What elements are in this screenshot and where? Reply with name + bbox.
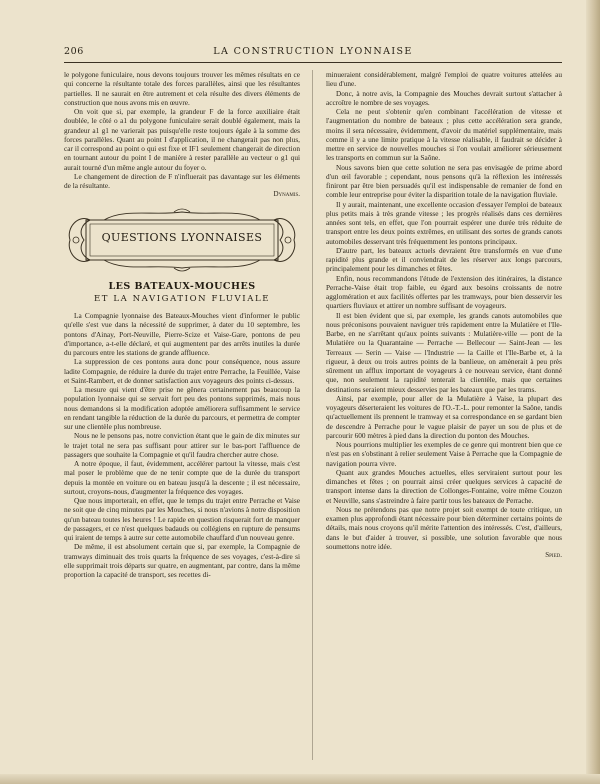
paragraph: A notre époque, il faut, évidemment, accélérer partout la vitesse, mais c'est mal poser le problème que de ne tenir compte que de la durée du transport depuis la montée en voiture ou en bateau jusqu'à la descente ; il est nécessaire, surtout, croyons-nous, d'augmenter la fréquence des voyages. (64, 459, 300, 496)
page-number: 206 (64, 46, 84, 57)
paragraph: Il est bien évident que si, par exemple, les grands canots automobiles que nous préconisons pouvaient naviguer très rapidement entre la Mulatière et l'Ile-Barbe, en ne s'arrêtant qu'aux points suivants : Mulatière-ville — pont de la Mulatière ou la Quarantaine — Perrache — Bellecour — Saint-Jean — les Terreaux — Serin — Vaise — l'Industrie — la Caille et l'Ile-Barbe et, à la rigueur, à deux ou trois autres points de la banlieue, on amènerait à peu près sûrement un afflux important de voyageurs à ce nouveau service, étant donné que, non seulement la rapidité tenterait la clientèle, mais que certaines destinations seraient mieux desservies par les bateaux que par les trams. (326, 310, 562, 394)
paragraph: Nous ne le pensons pas, notre conviction étant que le gain de dix minutes sur le trajet total ne sera pas suffisant pour attirer sur le bas-port l'affluence de passagers que souhaite la Compagnie et qu'il faudra chercher autre chose. (64, 431, 300, 459)
paragraph: De même, il est absolument certain que si, par exemple, la Compagnie de tramways diminuait des trois quarts la fréquence de ses voyages, c'est-à-dire si elle supprimait trois départs sur quatre, en augmentant, par contre, dans la même proportion la capacité de transport, ses recettes di- (64, 542, 300, 579)
paragraph: La suppression de ces pontons aura donc pour conséquence, nous assure ladite Compagnie, de réduire la durée du trajet entre Perrache, la Feuillée, Vaise et Saint-Rambert, et de donner satisfaction aux voyageurs des points ci-dessus. (64, 357, 300, 385)
paragraph: On voit que si, par exemple, la grandeur F de la force auxiliaire était doublée, le côté o a1 du polygone funiculaire serait doublé également, mais la grandeur a1 g1 ne varierait pas puisqu'elle reste toujours égale à la somme des forces parallèles. Quant au point I d'application, il ne changerait pas non plus, car il correspond au point o qui est fixe et IF1 seulement changerait de direction en tournant autour du point I de manière à rester parallèle au vecteur o g1 qui aurait tourné d'un même angle autour du foyer o. (64, 107, 300, 172)
page-header (64, 44, 562, 60)
paragraph: Donc, à notre avis, la Compagnie des Mouches devrait surtout s'attacher à accroître le nombre de ses voyages. (326, 88, 562, 107)
left-column (64, 70, 300, 579)
paragraph: Ainsi, par exemple, pour aller de la Mulatière à Vaise, la plupart des voyageurs déserteraient les voitures de l'O.-T.-L. pour remonter la Saône, tandis qu'actuellement ils prennent le tramway et sa correspondance en se gardant bien de descendre à Perrache pour le vague plaisir de payer un sou de plus et de parcourir 600 mètres à pied dans la direction du ponton des Mouches. (326, 393, 562, 440)
paragraph: Le changement de direction de F n'influerait pas davantage sur les éléments de la résultante. (64, 171, 300, 190)
running-title: LA CONSTRUCTION LYONNAISE (213, 46, 413, 57)
paragraph: Nous savons bien que cette solution ne sera pas envisagée de prime abord d'un œil favorable ; cependant, nous pensons qu'à la réflexion les intéressés finiront par être bien persuadés qu'il est indispensable de remanier de fond en comble leur entreprise pour éviter la disparition totale de la navigation fluviale. (326, 162, 562, 200)
paragraph: le polygone funiculaire, nous devons toujours trouver les mêmes résultats en ce qui concerne la résultante totale des forces parallèles, ainsi que les résultantes partielles. Il ne saurait en être autrement et cela résulte des divers éléments de construction que nous avons mis en œuvre. (64, 70, 300, 107)
paragraph: La mesure qui vient d'être prise ne gênera certainement pas beaucoup la population lyonnaise qui se servait fort peu des pontons supprimés, mais nous nous demandons si la modification adoptée améliorera suffisamment le service en rendant tangible la réduction de la durée du parcours, et permettra de compter sur une clientèle plus nombreuse. (64, 385, 300, 431)
paragraph: Il y aurait, maintenant, une excellente occasion d'essayer l'emploi de bateaux plus petits mais à très grande vitesse ; les progrès réalisés dans ces dernières années sont tels, en effet, que l'on pourrait espérer une durée très réduite de transport entre les deux points extrêmes, en utilisant des sortes de grands canots automobiles desservant très fréquemment les pontons principaux. (326, 199, 562, 246)
section-banner-title: QUESTIONS LYONNAISES (101, 230, 263, 244)
paragraph: Cela ne peut s'obtenir qu'en combinant l'accélération de vitesse et l'augmentation du nombre de bateaux ; plus cette accélération sera grande, moins il sera nécessaire, évidemment, d'avoir du matériel supplémentaire, mais comme il y a une limite pratique à la vitesse réalisable, il faudrait se décider à mettre en service de nouvelles mouches si l'on voulait améliorer sérieusement les transports en commun sur la Saône. (326, 107, 562, 163)
intro-signature: Dynamis. (273, 190, 300, 199)
page-edge (586, 0, 600, 784)
paragraph: D'autre part, les bateaux actuels devraient être transformés en vue d'une rapidité plus grande et il conviendrait de les réserver aux longs parcours, principalement pour les dimanches et fêtes. (326, 245, 562, 274)
paragraph: Nous ne prétendons pas que notre projet soit exempt de toute critique, un examen plus approfondi étant nécessaire pour bien déterminer certains points de détails, mais nous croyons qu'il mérite l'attention des intéressés. C'est, d'ailleurs, dans le but d'aider à trouver, si possible, une solution favorable que nous soumettons notre idée. (326, 504, 562, 551)
paragraph: Enfin, nous recommandons l'étude de l'extension des itinéraires, la distance Perrache-Vaise était trop faible, eu égard aux besoins croissants de notre agglomération et aux facilités offertes par les tramways, pour bien desservir les quartiers fluviaux et attirer un nombre suffisant de voyageurs. (326, 273, 562, 311)
paragraph: Quant aux grandes Mouches actuelles, elles serviraient surtout pour les dimanches et fêtes ; on pourrait ainsi créer quelques services à capacité de transport intense dans la direction de Collonges-Fontaine, voire même Couzon et Neuville, sans s'astreindre à faire partir tous les bateaux de Perrache. (326, 467, 562, 505)
article-title: LES BATEAUX-MOUCHES (108, 280, 256, 292)
column-divider (312, 70, 313, 760)
right-column (326, 70, 562, 560)
paragraph: Que nous importerait, en effet, que le temps du trajet entre Perrache et Vaise ne soit que de cinq minutes par les Mouches, si nous n'avions à notre disposition qu'un bateau toutes les heures ! Le rapide en question risquerait fort de manquer de passagers, et ce n'est quelques badauds ou collégiens en rupture de pensums qui iraient de temps à autre sur cette automobile chauffard d'un nouveau genre. (64, 496, 300, 542)
article-signature: Spied. (545, 551, 562, 559)
paragraph: minueraient considérablement, malgré l'emploi de quatre voitures attelées au lieu d'une. (326, 70, 562, 89)
paragraph: Nous pourrions multiplier les exemples de ce genre qui montrent bien que ce n'est pas en s'obstinant à relier seulement Vaise à Perrache que la Compagnie de navigation pourra vivre. (326, 440, 562, 468)
article-subtitle: ET LA NAVIGATION FLUVIALE (93, 293, 271, 304)
paragraph: La Compagnie lyonnaise des Bateaux-Mouches vient d'informer le public qu'elle s'est vue dans la nécessité de supprimer, à dater du 10 septembre, les pontons d'Ainay, Port-Neuville, Pierre-Scize et Vaise-Gare, pontons de peu d'importance, a-t-elle déclaré, et qui augmentent par des arrêts inutiles la durée du parcours entre les stations de grande affluence. (64, 311, 300, 357)
section-banner (64, 206, 300, 274)
header-rule (64, 62, 562, 63)
page-bottom-edge (0, 774, 600, 784)
